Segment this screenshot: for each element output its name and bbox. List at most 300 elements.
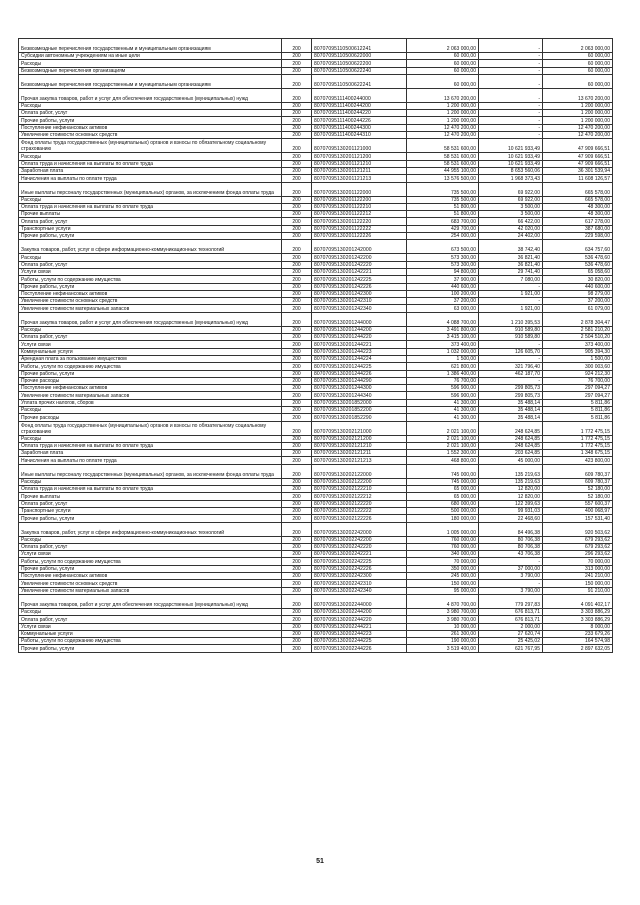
row-executed-amount-cell: 3 790,00: [479, 573, 543, 580]
row-remaining-amount-cell: 400 068,97: [543, 507, 613, 514]
table-row: [19, 500, 613, 507]
row-name-cell: Расходы: [19, 153, 282, 160]
row-executed-amount-cell: 42 020,00: [479, 225, 543, 232]
table-row: [19, 298, 613, 305]
row-budget-code-cell: 80707095130202244223: [312, 630, 407, 637]
row-remaining-amount-cell: 387 680,00: [543, 225, 613, 232]
row-approved-amount-cell: 41 300,00: [407, 414, 479, 421]
row-approved-amount-cell: 573 300,00: [407, 261, 479, 268]
table-row: [19, 348, 613, 355]
row-approved-amount-cell: 95 000,00: [407, 587, 479, 594]
row-line-code-cell: 200: [282, 385, 312, 392]
row-approved-amount-cell: 1 200 000,00: [407, 117, 479, 124]
row-approved-amount-cell: 596 900,00: [407, 385, 479, 392]
row-line-code-cell: 200: [282, 233, 312, 240]
row-budget-code-cell: 80707095130201244290: [312, 377, 407, 384]
row-line-code-cell: 200: [282, 211, 312, 218]
row-name-cell: Заработная плата: [19, 167, 282, 174]
row-executed-amount-cell: 779 297,83: [479, 594, 543, 608]
table-row: [19, 616, 613, 623]
row-line-code-cell: 200: [282, 283, 312, 290]
table-row: [19, 225, 613, 232]
table-row: [19, 558, 613, 565]
row-approved-amount-cell: 150 000,00: [407, 580, 479, 587]
row-executed-amount-cell: 22 468,60: [479, 515, 543, 522]
row-budget-code-cell: 80707095130202121210: [312, 442, 407, 449]
row-remaining-amount-cell: 98 279,00: [543, 290, 613, 297]
table-row: [19, 399, 613, 406]
row-executed-amount-cell: 248 624,85: [479, 435, 543, 442]
row-approved-amount-cell: 44 955 100,00: [407, 167, 479, 174]
table-row: [19, 74, 613, 88]
row-name-cell: Услуги связи: [19, 341, 282, 348]
row-executed-amount-cell: -: [479, 298, 543, 305]
table-row: [19, 543, 613, 550]
row-line-code-cell: 200: [282, 630, 312, 637]
row-approved-amount-cell: 3 980 700,00: [407, 608, 479, 615]
table-row: [19, 67, 613, 74]
row-line-code-cell: 200: [282, 312, 312, 326]
row-budget-code-cell: 80707095130201244340: [312, 392, 407, 399]
row-name-cell: Оплата труда и начисления на выплаты по оплате труда: [19, 203, 282, 210]
row-name-cell: Услуги связи: [19, 623, 282, 630]
row-budget-code-cell: 80707095130201244300: [312, 385, 407, 392]
row-budget-code-cell: 80707095130202242221: [312, 551, 407, 558]
row-approved-amount-cell: 745 000,00: [407, 464, 479, 478]
row-budget-code-cell: 80707095110500622241: [312, 74, 407, 88]
row-remaining-amount-cell: 373 400,00: [543, 341, 613, 348]
row-budget-code-cell: 80707095130202242226: [312, 565, 407, 572]
row-line-code-cell: 200: [282, 110, 312, 117]
row-budget-code-cell: 80707095130201244226: [312, 370, 407, 377]
table-row: [19, 594, 613, 608]
row-line-code-cell: 200: [282, 478, 312, 485]
row-name-cell: Прочие работы, услуги: [19, 370, 282, 377]
row-remaining-amount-cell: 440 600,00: [543, 283, 613, 290]
table-row: [19, 536, 613, 543]
row-executed-amount-cell: -: [479, 124, 543, 131]
row-line-code-cell: 200: [282, 543, 312, 550]
row-remaining-amount-cell: 300 003,60: [543, 363, 613, 370]
row-executed-amount-cell: 35 488,14: [479, 406, 543, 413]
row-approved-amount-cell: 1 552 300,00: [407, 450, 479, 457]
row-remaining-amount-cell: 60 000,00: [543, 53, 613, 60]
row-executed-amount-cell: 38 742,40: [479, 240, 543, 254]
table-row: [19, 167, 613, 174]
row-line-code-cell: 200: [282, 580, 312, 587]
row-remaining-amount-cell: 76 700,00: [543, 377, 613, 384]
row-remaining-amount-cell: 61 079,00: [543, 305, 613, 312]
row-executed-amount-cell: 99 931,03: [479, 507, 543, 514]
row-line-code-cell: 200: [282, 587, 312, 594]
table-row: [19, 370, 613, 377]
row-line-code-cell: 200: [282, 421, 312, 435]
row-approved-amount-cell: 4 088 700,00: [407, 312, 479, 326]
row-remaining-amount-cell: 47 909 666,51: [543, 139, 613, 153]
row-name-cell: Прочая закупка товаров, работ и услуг для обеспечения государственных (муниципальных) нужд: [19, 594, 282, 608]
row-remaining-amount-cell: 48 300,00: [543, 203, 613, 210]
row-executed-amount-cell: 299 805,73: [479, 392, 543, 399]
row-name-cell: Фонд оплаты труда государственных (муниципальных) органов и взносы по обязательному социальному страхованию: [19, 139, 282, 153]
table-row: [19, 254, 613, 261]
row-approved-amount-cell: 673 500,00: [407, 240, 479, 254]
row-approved-amount-cell: 60 000,00: [407, 67, 479, 74]
row-line-code-cell: 200: [282, 363, 312, 370]
table-row: [19, 442, 613, 449]
row-remaining-amount-cell: 91 210,00: [543, 587, 613, 594]
table-row: [19, 39, 613, 53]
row-approved-amount-cell: 2 021 100,00: [407, 442, 479, 449]
table-row: [19, 355, 613, 362]
table-row: [19, 290, 613, 297]
row-executed-amount-cell: 135 219,63: [479, 478, 543, 485]
row-executed-amount-cell: 36 821,40: [479, 261, 543, 268]
row-budget-code-cell: 80707095130201244000: [312, 312, 407, 326]
row-remaining-amount-cell: 609 780,37: [543, 478, 613, 485]
row-name-cell: Прочие работы, услуги: [19, 233, 282, 240]
row-name-cell: Иные выплаты персоналу государственных (муниципальных) органов, за исключением фонда оплаты труда: [19, 464, 282, 478]
table-row: [19, 283, 613, 290]
row-executed-amount-cell: -: [479, 60, 543, 67]
row-name-cell: Уплата прочих налогов, сборов: [19, 399, 282, 406]
row-budget-code-cell: 80707095130202242300: [312, 573, 407, 580]
row-approved-amount-cell: 1 500,00: [407, 355, 479, 362]
row-remaining-amount-cell: 60 000,00: [543, 74, 613, 88]
table-row: [19, 493, 613, 500]
table-row: [19, 276, 613, 283]
row-line-code-cell: 200: [282, 276, 312, 283]
row-approved-amount-cell: 4 870 700,00: [407, 594, 479, 608]
table-row: [19, 153, 613, 160]
row-line-code-cell: 200: [282, 153, 312, 160]
row-budget-code-cell: 80707095130201242340: [312, 305, 407, 312]
row-name-cell: Поступление нефинансовых активов: [19, 573, 282, 580]
row-approved-amount-cell: 180 000,00: [407, 515, 479, 522]
row-executed-amount-cell: 248 624,85: [479, 421, 543, 435]
row-name-cell: Фонд оплаты труда государственных (муниципальных) органов и взносы по обязательному социальному страхованию: [19, 421, 282, 435]
row-line-code-cell: 200: [282, 67, 312, 74]
row-budget-code-cell: 80707095130201121210: [312, 160, 407, 167]
table-row: [19, 110, 613, 117]
row-budget-code-cell: 80707095130201242226: [312, 283, 407, 290]
row-remaining-amount-cell: 164 574,98: [543, 638, 613, 645]
row-line-code-cell: 200: [282, 175, 312, 182]
row-line-code-cell: 200: [282, 182, 312, 196]
row-approved-amount-cell: 51 800,00: [407, 211, 479, 218]
row-remaining-amount-cell: 13 670 200,00: [543, 88, 613, 102]
row-name-cell: Расходы: [19, 406, 282, 413]
row-budget-code-cell: 80707095130201122220: [312, 218, 407, 225]
table-row: [19, 363, 613, 370]
row-approved-amount-cell: 1 032 000,00: [407, 348, 479, 355]
row-remaining-amount-cell: 2 063 000,00: [543, 39, 613, 53]
row-remaining-amount-cell: 60 000,00: [543, 60, 613, 67]
row-name-cell: Расходы: [19, 326, 282, 333]
row-name-cell: Расходы: [19, 254, 282, 261]
row-executed-amount-cell: 299 805,73: [479, 385, 543, 392]
row-line-code-cell: 200: [282, 493, 312, 500]
row-budget-code-cell: 80707095130201244200: [312, 326, 407, 333]
row-name-cell: Арендная плата за пользование имуществом: [19, 355, 282, 362]
row-executed-amount-cell: 10 621 933,49: [479, 153, 543, 160]
table-row: [19, 196, 613, 203]
row-approved-amount-cell: 760 000,00: [407, 536, 479, 543]
row-line-code-cell: 200: [282, 370, 312, 377]
row-budget-code-cell: 80707095130202242200: [312, 536, 407, 543]
row-budget-code-cell: 80707095111400244000: [312, 88, 407, 102]
row-remaining-amount-cell: 1 200 000,00: [543, 102, 613, 109]
table-row: [19, 565, 613, 572]
row-remaining-amount-cell: 557 600,37: [543, 500, 613, 507]
row-remaining-amount-cell: 536 478,60: [543, 261, 613, 268]
row-name-cell: Расходы: [19, 196, 282, 203]
row-budget-code-cell: 80707095130201242300: [312, 290, 407, 297]
table-row: [19, 268, 613, 275]
table-row: [19, 341, 613, 348]
row-remaining-amount-cell: 1 200 000,00: [543, 110, 613, 117]
row-executed-amount-cell: 3 790,00: [479, 587, 543, 594]
row-line-code-cell: 200: [282, 623, 312, 630]
table-row: [19, 630, 613, 637]
row-line-code-cell: 200: [282, 522, 312, 536]
row-budget-code-cell: 80707095111400244310: [312, 132, 407, 139]
row-line-code-cell: 200: [282, 392, 312, 399]
row-line-code-cell: 200: [282, 645, 312, 652]
row-executed-amount-cell: -: [479, 132, 543, 139]
row-budget-code-cell: 80707095111400244300: [312, 124, 407, 131]
row-executed-amount-cell: 10 621 933,49: [479, 139, 543, 153]
row-remaining-amount-cell: 47 909 666,51: [543, 153, 613, 160]
row-name-cell: Прочие работы, услуги: [19, 283, 282, 290]
row-remaining-amount-cell: 2 878 304,47: [543, 312, 613, 326]
row-line-code-cell: 200: [282, 507, 312, 514]
row-executed-amount-cell: 29 741,40: [479, 268, 543, 275]
row-remaining-amount-cell: 2 897 632,05: [543, 645, 613, 652]
table-row: [19, 573, 613, 580]
row-name-cell: Прочие работы, услуги: [19, 645, 282, 652]
row-approved-amount-cell: 3 415 100,00: [407, 334, 479, 341]
row-remaining-amount-cell: 3 303 886,29: [543, 608, 613, 615]
row-budget-code-cell: 80707095130201121213: [312, 175, 407, 182]
row-name-cell: Прочие выплаты: [19, 493, 282, 500]
row-executed-amount-cell: -: [479, 341, 543, 348]
row-budget-code-cell: 80707095130202122226: [312, 515, 407, 522]
row-remaining-amount-cell: 536 478,60: [543, 254, 613, 261]
row-remaining-amount-cell: 30 820,00: [543, 276, 613, 283]
row-approved-amount-cell: 37 900,00: [407, 276, 479, 283]
row-line-code-cell: 200: [282, 608, 312, 615]
row-approved-amount-cell: 12 470 200,00: [407, 132, 479, 139]
table-row: [19, 60, 613, 67]
row-executed-amount-cell: -: [479, 110, 543, 117]
row-approved-amount-cell: 745 000,00: [407, 478, 479, 485]
row-budget-code-cell: 80707095130202244000: [312, 594, 407, 608]
row-line-code-cell: 200: [282, 442, 312, 449]
row-remaining-amount-cell: 2 581 210,20: [543, 326, 613, 333]
row-executed-amount-cell: 35 488,14: [479, 414, 543, 421]
row-approved-amount-cell: 13 670 200,00: [407, 88, 479, 102]
table-row: [19, 175, 613, 182]
row-approved-amount-cell: 63 000,00: [407, 305, 479, 312]
row-approved-amount-cell: 1 005 000,00: [407, 522, 479, 536]
row-budget-code-cell: 80707095130202242000: [312, 522, 407, 536]
row-approved-amount-cell: 51 800,00: [407, 203, 479, 210]
table-row: [19, 182, 613, 196]
row-budget-code-cell: 80707095130202244220: [312, 616, 407, 623]
row-line-code-cell: 200: [282, 450, 312, 457]
row-name-cell: Безвозмездные перечисления государственным и муниципальным организациям: [19, 74, 282, 88]
row-executed-amount-cell: 80 706,38: [479, 543, 543, 550]
row-executed-amount-cell: 2 000,00: [479, 623, 543, 630]
row-line-code-cell: 200: [282, 268, 312, 275]
row-executed-amount-cell: 3 500,00: [479, 203, 543, 210]
row-remaining-amount-cell: 679 293,62: [543, 536, 613, 543]
row-executed-amount-cell: 24 402,00: [479, 233, 543, 240]
row-approved-amount-cell: 37 200,00: [407, 298, 479, 305]
row-approved-amount-cell: 468 800,00: [407, 457, 479, 464]
row-line-code-cell: 200: [282, 196, 312, 203]
table-row: [19, 515, 613, 522]
row-budget-code-cell: 80707095130201121200: [312, 153, 407, 160]
row-budget-code-cell: 80707095130201122226: [312, 233, 407, 240]
table-row: [19, 377, 613, 384]
row-approved-amount-cell: 440 600,00: [407, 283, 479, 290]
table-row: [19, 312, 613, 326]
row-executed-amount-cell: 135 219,63: [479, 464, 543, 478]
row-executed-amount-cell: 910 589,80: [479, 326, 543, 333]
row-line-code-cell: 200: [282, 348, 312, 355]
row-budget-code-cell: 80707095130201242220: [312, 261, 407, 268]
row-line-code-cell: 200: [282, 558, 312, 565]
row-line-code-cell: 200: [282, 88, 312, 102]
row-line-code-cell: 200: [282, 341, 312, 348]
row-line-code-cell: 200: [282, 124, 312, 131]
row-name-cell: Оплата работ, услуг: [19, 543, 282, 550]
row-name-cell: Расходы: [19, 102, 282, 109]
row-executed-amount-cell: 69 922,00: [479, 196, 543, 203]
row-approved-amount-cell: 350 000,00: [407, 565, 479, 572]
row-line-code-cell: 200: [282, 298, 312, 305]
row-executed-amount-cell: 27 620,74: [479, 630, 543, 637]
row-remaining-amount-cell: 634 757,60: [543, 240, 613, 254]
row-name-cell: Увеличение стоимости основных средств: [19, 132, 282, 139]
row-line-code-cell: 200: [282, 254, 312, 261]
row-budget-code-cell: 80707095130201122210: [312, 203, 407, 210]
row-budget-code-cell: 80707095130202242340: [312, 587, 407, 594]
table-row: [19, 261, 613, 268]
row-line-code-cell: 200: [282, 160, 312, 167]
table-row: [19, 435, 613, 442]
row-name-cell: Закупка товаров, работ, услуг в сфере информационно-коммуникационных технологий: [19, 240, 282, 254]
row-name-cell: Увеличение стоимости материальных запасов: [19, 305, 282, 312]
table-row: [19, 102, 613, 109]
table-row: [19, 88, 613, 102]
table-row: [19, 450, 613, 457]
row-approved-amount-cell: 373 400,00: [407, 341, 479, 348]
row-approved-amount-cell: 70 000,00: [407, 558, 479, 565]
row-line-code-cell: 200: [282, 500, 312, 507]
row-approved-amount-cell: 100 200,00: [407, 290, 479, 297]
row-name-cell: Прочие работы, услуги: [19, 117, 282, 124]
row-executed-amount-cell: 12 820,00: [479, 493, 543, 500]
row-name-cell: Закупка товаров, работ, услуг в сфере информационно-коммуникационных технологий: [19, 522, 282, 536]
row-executed-amount-cell: -: [479, 74, 543, 88]
row-executed-amount-cell: 37 000,00: [479, 565, 543, 572]
row-name-cell: Оплата труда и начисления на выплаты по оплате труда: [19, 160, 282, 167]
row-remaining-amount-cell: 8 000,00: [543, 623, 613, 630]
row-remaining-amount-cell: 233 679,26: [543, 630, 613, 637]
row-budget-code-cell: 80707095130201242000: [312, 240, 407, 254]
row-line-code-cell: 200: [282, 486, 312, 493]
row-name-cell: Коммунальные услуги: [19, 630, 282, 637]
row-line-code-cell: 200: [282, 573, 312, 580]
row-name-cell: Транспортные услуги: [19, 225, 282, 232]
table-row: [19, 203, 613, 210]
row-executed-amount-cell: 203 624,85: [479, 450, 543, 457]
row-budget-code-cell: 80707095130202122200: [312, 478, 407, 485]
row-approved-amount-cell: 3 980 700,00: [407, 616, 479, 623]
row-name-cell: Поступление нефинансовых активов: [19, 385, 282, 392]
row-remaining-amount-cell: 12 470 200,00: [543, 132, 613, 139]
row-budget-code-cell: 80707095130202242310: [312, 580, 407, 587]
row-approved-amount-cell: 58 531 600,00: [407, 160, 479, 167]
row-remaining-amount-cell: 157 531,40: [543, 515, 613, 522]
row-name-cell: Работы, услуги по содержанию имущества: [19, 363, 282, 370]
row-approved-amount-cell: 190 000,00: [407, 638, 479, 645]
row-approved-amount-cell: 621 800,00: [407, 363, 479, 370]
row-executed-amount-cell: 321 796,40: [479, 363, 543, 370]
row-budget-code-cell: 80707095130201121000: [312, 139, 407, 153]
row-remaining-amount-cell: 48 300,00: [543, 211, 613, 218]
row-line-code-cell: 200: [282, 139, 312, 153]
row-budget-code-cell: 80707095130201122222: [312, 225, 407, 232]
row-remaining-amount-cell: 920 503,62: [543, 522, 613, 536]
row-remaining-amount-cell: 47 909 666,51: [543, 160, 613, 167]
row-line-code-cell: 200: [282, 60, 312, 67]
table-row: [19, 478, 613, 485]
table-row: [19, 240, 613, 254]
row-name-cell: Заработная плата: [19, 450, 282, 457]
row-remaining-amount-cell: 11 608 126,57: [543, 175, 613, 182]
row-approved-amount-cell: 58 531 600,00: [407, 153, 479, 160]
row-executed-amount-cell: 3 500,00: [479, 211, 543, 218]
row-name-cell: Субсидии автономным учреждениям на иные цели: [19, 53, 282, 60]
row-line-code-cell: 200: [282, 399, 312, 406]
row-approved-amount-cell: 680 000,00: [407, 500, 479, 507]
row-approved-amount-cell: 429 700,00: [407, 225, 479, 232]
row-remaining-amount-cell: 37 200,00: [543, 298, 613, 305]
row-line-code-cell: 200: [282, 326, 312, 333]
row-name-cell: Расходы: [19, 478, 282, 485]
row-line-code-cell: 200: [282, 406, 312, 413]
row-budget-code-cell: 80707095130201242200: [312, 254, 407, 261]
row-name-cell: Работы, услуги по содержанию имущества: [19, 558, 282, 565]
row-line-code-cell: 200: [282, 240, 312, 254]
row-executed-amount-cell: 45 000,00: [479, 457, 543, 464]
row-line-code-cell: 200: [282, 218, 312, 225]
row-line-code-cell: 200: [282, 457, 312, 464]
row-executed-amount-cell: 676 813,71: [479, 616, 543, 623]
table-row: [19, 608, 613, 615]
row-name-cell: Поступление нефинансовых активов: [19, 124, 282, 131]
table-row: [19, 124, 613, 131]
row-remaining-amount-cell: 905 394,30: [543, 348, 613, 355]
row-executed-amount-cell: -: [479, 117, 543, 124]
row-name-cell: Начисления на выплаты по оплате труда: [19, 175, 282, 182]
row-name-cell: Коммунальные услуги: [19, 348, 282, 355]
row-line-code-cell: 200: [282, 132, 312, 139]
row-name-cell: Начисления на выплаты по оплате труда: [19, 457, 282, 464]
